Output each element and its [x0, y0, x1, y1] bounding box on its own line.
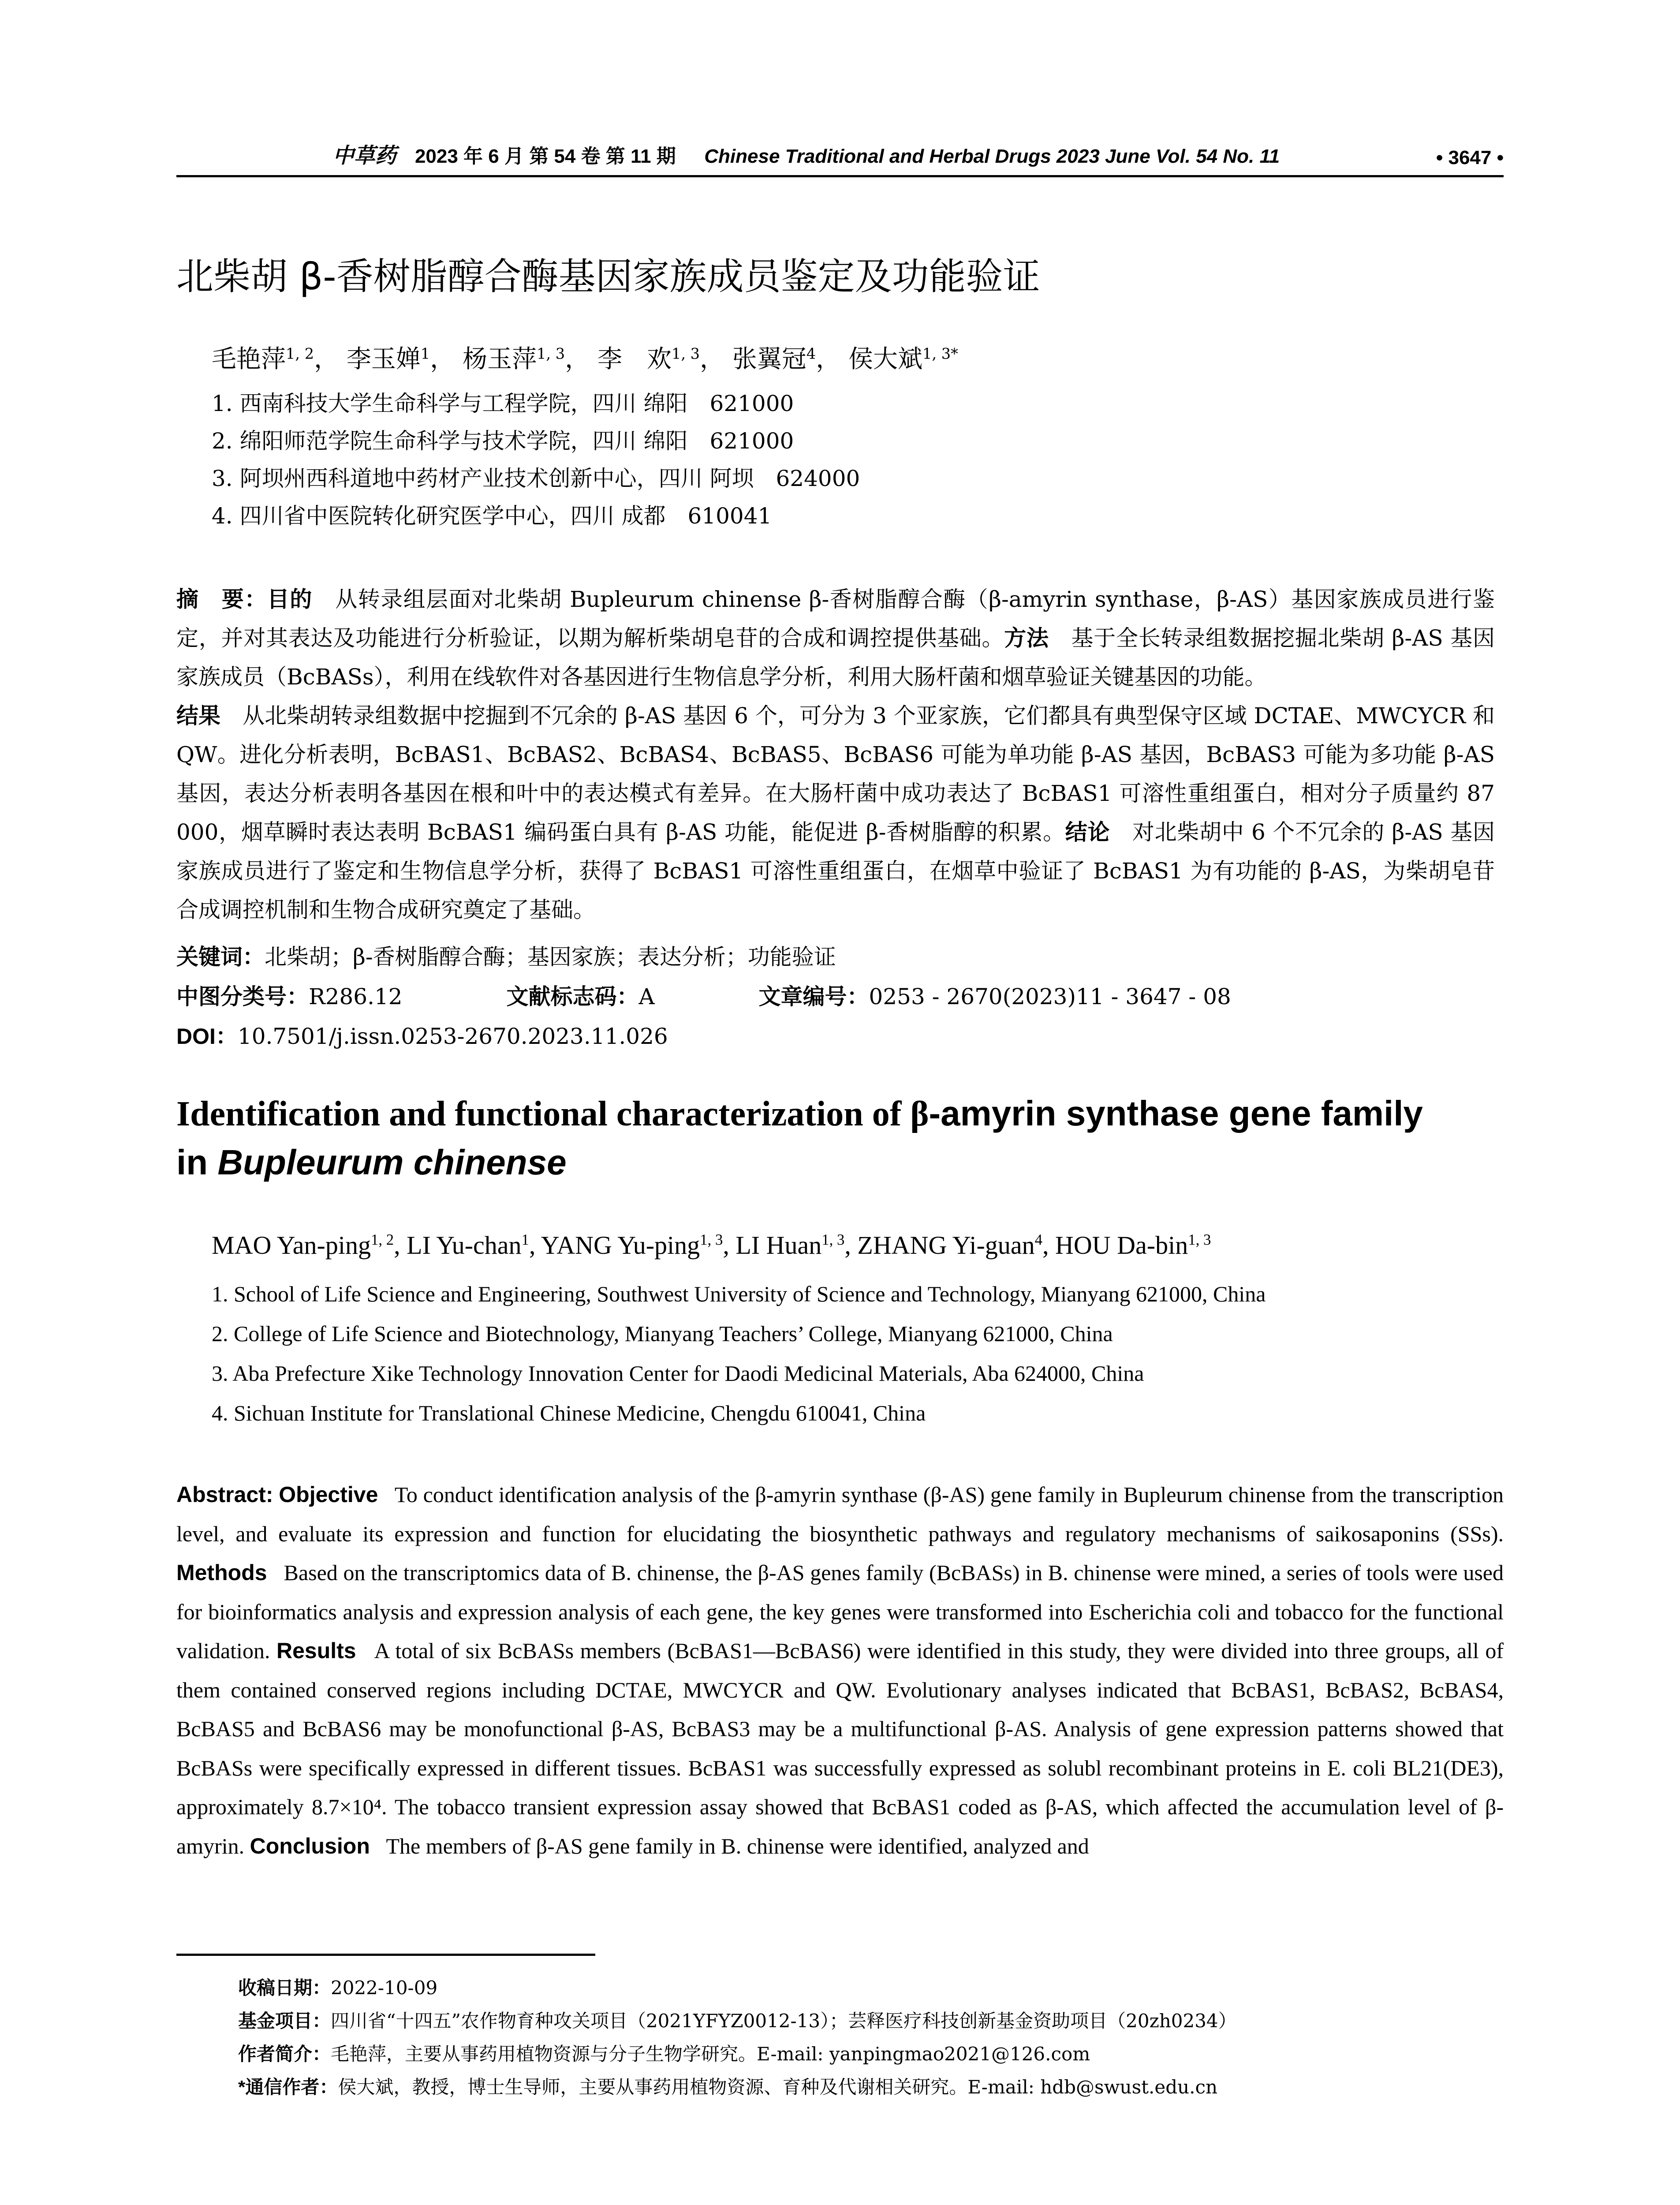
issue-cn: 2023 年 6 月 第 54 卷 第 11 期 — [414, 146, 676, 167]
footnote-funding: 基金项目：四川省“十四五”农作物育种攻关项目（2021YFYZ0012-13）；芸释医疗科技创新基金资助项目（20zh0234） — [238, 2010, 1237, 2032]
methods-label-cn: 方法 — [1004, 626, 1049, 650]
abstract-label-en: Abstract: — [176, 1482, 273, 1507]
classification-line: 中图分类号：R286.12 文献标志码：A 文章编号：0253 - 2670(2023)11 - 3647 - 08 — [176, 984, 1231, 1009]
conclusion-label-en: Conclusion — [250, 1833, 370, 1858]
abstract-cn — [176, 580, 1495, 929]
objective-cn: 从转录组层面对北柴胡 Bupleurum chinense β-香树脂醇合酶（β-amyrin synthase，β-AS）基因家族成员进行鉴定，并对其表达及功能进行分析验证，以期为解析柴胡皂苷的合成和调控提供基础。 — [176, 587, 1495, 651]
page-number: • 3647 • — [1436, 147, 1504, 168]
objective-label-cn: 目的 — [267, 587, 313, 612]
affiliation-cn: 2. 绵阳师范学院生命科学与技术学院，四川 绵阳 621000 — [212, 428, 794, 454]
keywords-cn: 关键词：北柴胡；β-香树脂醇合酶；基因家族；表达分析；功能验证 — [176, 944, 836, 970]
author-cn: 李 欢$^{1, 3}$ — [597, 345, 700, 374]
author-en: MAO Yan-ping$^{1, 2}$ — [212, 1231, 394, 1259]
conclusion-label-cn: 结论 — [1065, 820, 1110, 845]
affiliation-cn: 1. 西南科技大学生命科学与工程学院，四川 绵阳 621000 — [212, 391, 794, 416]
author-en: LI Yu-chan$^1$ — [407, 1231, 529, 1259]
title-cn: 北柴胡 β-香树脂醇合酶基因家族成员鉴定及功能验证 — [176, 255, 1040, 298]
conclusion-en: The members of β-AS gene family in B. chinense were identified, analyzed and — [386, 1833, 1089, 1858]
methods-en: Based on the transcriptomics data of B. chinense, the β-AS genes family (BcBASs) in B. chinense were mined, a series of tools were used for bioinformatics analysis and expression analysis of each gene, the key genes were transformed into Escherichia coli and tobacco for the functional validation. — [176, 1560, 1504, 1663]
footnote-received: 收稿日期：2022-10-09 — [238, 1977, 438, 1999]
abstract-label-cn: 摘 要： — [176, 587, 267, 612]
affiliation-en: 3. Aba Prefecture Xike Technology Innovation Center for Daodi Medicinal Materials, Aba 624000, China — [212, 1361, 1144, 1386]
results-label-cn: 结果 — [176, 703, 221, 728]
doi-line: DOI：10.7501/j.issn.0253-2670.2023.11.026 — [176, 1024, 668, 1049]
footnote-author-bio: 作者简介：毛艳萍，主要从事药用植物资源与分子生物学研究。E-mail: yanpingmao2021@126.com — [238, 2043, 1090, 2065]
author-en: HOU Da-bin$^{1, 3}$ — [1055, 1231, 1211, 1259]
running-header — [176, 142, 1504, 177]
abstract-en — [176, 1475, 1504, 1865]
affiliation-en: 1. School of Life Science and Engineering, Southwest University of Science and Technology, Mianyang 621000, China — [212, 1282, 1266, 1306]
author-cn: 张翼冠$^4$ — [732, 345, 816, 374]
methods-cn: 基于全长转录组数据挖掘北柴胡 β-AS 基因家族成员（BcBASs），利用在线软件对各基因进行生物信息学分析，利用大肠杆菌和烟草验证关键基因的功能。 — [176, 625, 1495, 690]
title-en: Identification and functional characterization of β-amyrin synthase gene family in Bupleurum chinense — [176, 1094, 1423, 1182]
footnote-corresponding: *通信作者：侯大斌，教授，博士生导师，主要从事药用植物资源、育种及代谢相关研究。E-mail: hdb@swust.edu.cn — [238, 2076, 1218, 2098]
footnote-rule — [176, 1954, 595, 1956]
author-cn: 杨玉萍$^{1, 3}$ — [463, 345, 565, 374]
journal-name-cn: 中草药 — [332, 143, 396, 168]
objective-label-en: Objective — [279, 1482, 378, 1507]
author-en: ZHANG Yi-guan$^4$ — [857, 1231, 1043, 1259]
journal-name-en: Chinese Traditional and Herbal Drugs 2023 June Vol. 54 No. 11 — [704, 146, 1280, 167]
objective-en: To conduct identification analysis of the β-amyrin synthase (β-AS) gene family in Bupleurum chinense from the transcription level, and evaluate its expression and function for elucidating the biosynthetic pathways and regulatory mechanisms of saikosaponins (SSs). — [176, 1482, 1504, 1546]
header-center — [176, 138, 1436, 169]
results-cn: 从北柴胡转录组数据中挖掘到不冗余的 β-AS 基因 6 个，可分为 3 个亚家族，它们都具有典型保守区域 DCTAE、MWCYCR 和 QW。进化分析表明，BcBAS1、BcBAS2、BcBAS4、BcBAS5、BcBAS6 可能为单功能 β-AS 基因，BcBAS3 可能为多功能 β-AS 基因，表达分析表明各基因在根和叶中的表达模式有差异。在大肠杆菌中成功表达了 BcBAS1 可溶性重组蛋白，相对分子质量约 87 000，烟草瞬时表达表明 BcBAS1 编码蛋白具有 β-AS 功能，能促进 β-香树脂醇的积累。 — [176, 703, 1495, 845]
author-cn: 李玉婵$^1$ — [346, 345, 430, 374]
author-cn: 毛艳萍$^{1, 2}$ — [212, 345, 314, 374]
author-en: YANG Yu-ping$^{1, 3}$ — [541, 1231, 723, 1259]
affiliation-cn: 3. 阿坝州西科道地中药材产业技术创新中心，四川 阿坝 624000 — [212, 466, 860, 491]
author-en: LI Huan$^{1, 3}$ — [735, 1231, 845, 1259]
affiliation-cn: 4. 四川省中医院转化研究医学中心，四川 成都 610041 — [212, 503, 772, 529]
affiliation-en: 2. College of Life Science and Biotechnology, Mianyang Teachers’ College, Mianyang 621000, China — [212, 1321, 1113, 1346]
affiliation-en: 4. Sichuan Institute for Translational Chinese Medicine, Chengdu 610041, China — [212, 1401, 926, 1425]
authors-en: MAO Yan-ping$^{1, 2}$, LI Yu-chan$^1$, YANG Yu-ping$^{1, 3}$, LI Huan$^{1, 3}$, ZHANG Yi-guan$^4$, HOU Da-bin$^{1, 3}$ — [212, 1231, 1211, 1259]
results-en: A total of six BcBASs members (BcBAS1—BcBAS6) were identified in this study, they were divided into three groups, all of them contained conserved regions including DCTAE, MWCYCR and QW. Evolutionary analyses indicated that BcBAS1, BcBAS2, BcBAS4, BcBAS5 and BcBAS6 may be monofunctional β-AS, BcBAS3 may be a multifunctional β-AS. Analysis of gene expression patterns showed that BcBASs were specifically expressed in different tissues. BcBAS1 was successfully expressed as solubl recombinant proteins in E. coli BL21(DE3), approximately 8.7×10⁴. The tobacco transient expression assay showed that BcBAS1 coded as β-AS, which affected the accumulation level of β-amyrin. — [176, 1638, 1504, 1858]
authors-cn: 毛艳萍$^{1, 2}$， 李玉婵$^1$， 杨玉萍$^{1, 3}$， 李 欢$^{1, 3}$， 张翼冠$^4$， 侯大斌$^{1, 3*}$ — [212, 345, 958, 374]
conclusion-cn: 对北柴胡中 6 个不冗余的 β-AS 基因家族成员进行了鉴定和生物信息学分析，获得了 BcBAS1 可溶性重组蛋白，在烟草中验证了 BcBAS1 为有功能的 β-AS，为柴胡皂苷合成调控机制和生物合成研究奠定了基础。 — [176, 819, 1495, 923]
methods-label-en: Methods — [176, 1560, 267, 1585]
author-cn: 侯大斌$^{1, 3*}$ — [848, 345, 958, 374]
results-label-en: Results — [276, 1638, 356, 1663]
